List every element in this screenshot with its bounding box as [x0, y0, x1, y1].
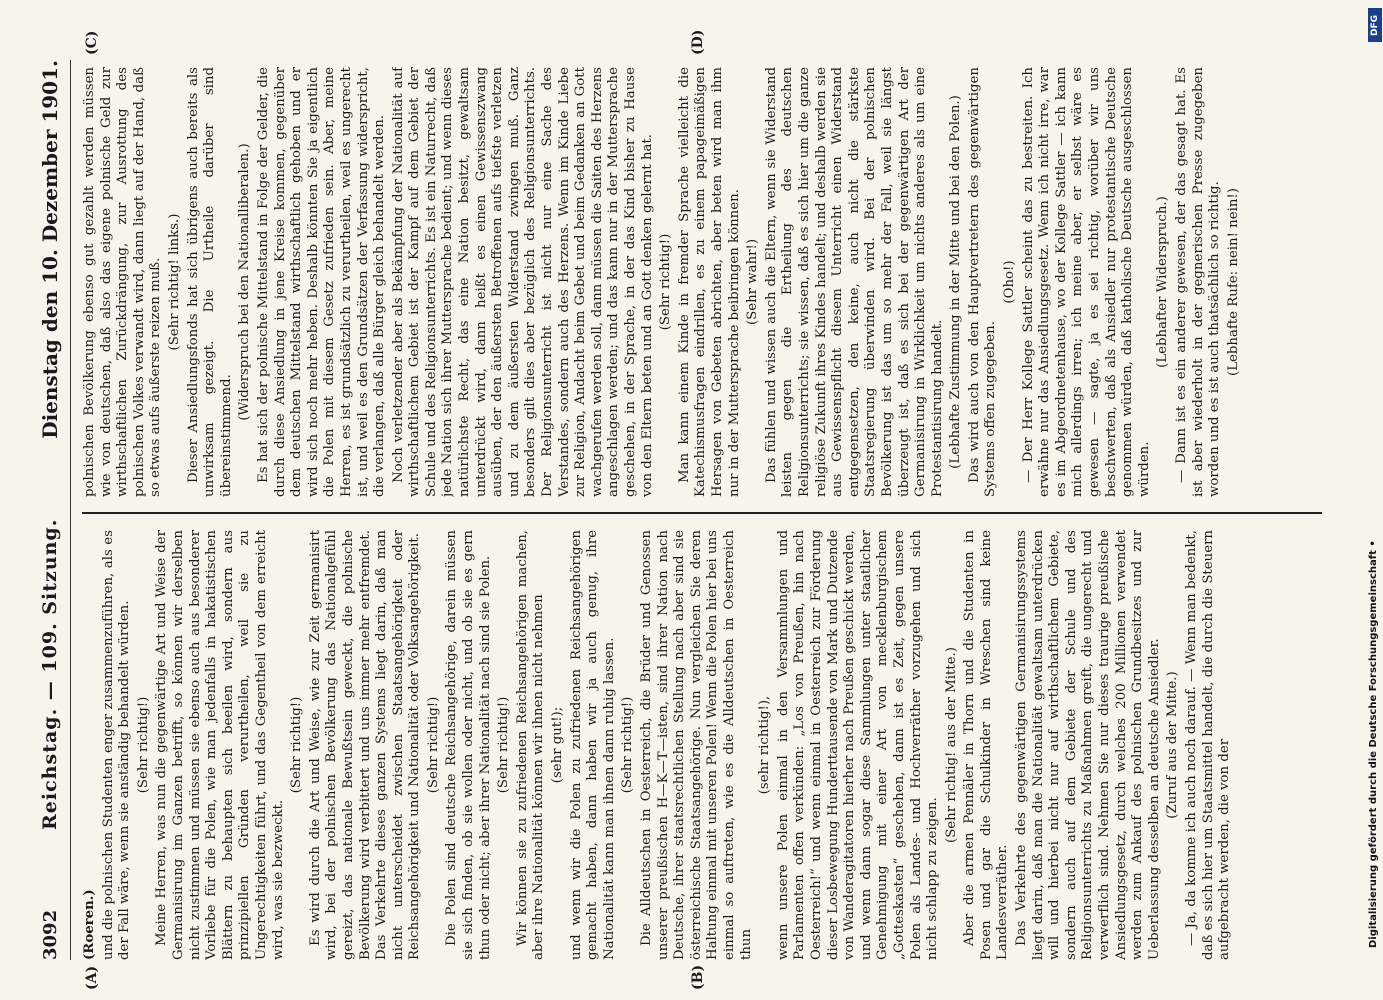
interjection: (Sehr richtig!) [425, 696, 441, 794]
paragraph: Das fühlen und wissen auch die Eltern, wenn sie Widerstand leisten gegen die Ertheilung des deutschen Religionsunterrichts; sie wissen, daß es sich hier um die ganze religiöse Zukunft ihres Kindes handelt; und deshalb werden sie aus Gewissenspflicht diesem Unterricht einen Widerstand entgegensetzen, den keine, auch nicht die stärkste Staatsregierung überwinden wird. Bei der polnischen Bevölkerung ist das um so mehr der Fall, weil sie längst überzeugt ist, daß es sich bei der gegenwärtigen Art der Germanisirung in Wirklichkeit um nichts anderes als um eine Protestantisirung handelt. [763, 67, 945, 497]
paragraph: Es wird durch die Art und Weise, wie zur Zeit germanisirt wird, bei der polnischen Bevölkerung das Nationalgefühl gereizt, das nationale Bewußtsein geweckt, die polnische Bevölkerung wird verbittert und uns immer mehr entfremdet. Das Verkehrte dieses ganzen Systems liegt darin, daß man nicht unterscheidet zwischen Staatsangehörigkeit oder Reichsangehörigkeit und Nationalität oder Volksangehörigkeit. [307, 530, 423, 960]
paragraph: Aber die armen Pennäler in Thorn und die Studenten in Posen und gar die Schulkinder in Wreschen sind keine Landesverräther. [962, 530, 1011, 960]
paragraph: wenn unsere Polen einmal in den Versammlungen und Parlamenten offen verkünden: „Los von Preußen, hin nach Oesterreich!“ und wenn einmal in Oesterreich zur Förderung dieser Losbewegung Hunderttausende von Mark und Dutzende von Wanderagitatoren hierher nach Preußen geschickt werden, und wenn dann sogar diese Sammlungen unter staatlicher Genehmigung mit einer Art von mecklenburgischem „Gotteskasten“ geschehen, dann ist es Zeit, gegen unsere Polen als Landes- und Hochverräther vorzugehen und sich nicht schlapp zu zeigen. [775, 530, 941, 960]
interjection: (Lebhafte Zustimmung in der Mitte und bei den Polen.) [948, 95, 964, 469]
paragraph: Meine Herren, was nun die gegenwärtige Art und Weise der Germanisirung im Ganzen betrifft, so können wir derselben nicht zustimmen und müssen sie ebenso auch aus besonderer Vorliebe für die Polen, wie man jedenfalls in hakatistischen Blättern zu behaupten sich beeilen wird, sondern aus prinzipiellen Gründen verurtheilen, weil sie zu Ungerechtigkeiten führt, und das Gegentheil von dem erreicht wird, was sie bezweckt. [154, 530, 286, 960]
interjection: (Sehr richtig!) [289, 696, 305, 794]
interjection: (sehr gut!); [550, 706, 566, 784]
interjection: (Lebhafte Rufe: nein! nein!) [1225, 188, 1241, 376]
interjection: (Sehr wahr!) [745, 238, 761, 326]
paragraph: — Ja, da komme ich auch noch darauf. — Wenn man bedenkt, daß es sich hier um Staatsmittel handelt, die durch die Steuern aufgebracht werden, die von der [1184, 530, 1233, 960]
margin-marker-d: (D) [690, 29, 706, 55]
paragraph: Die Alldeutschen in Oesterreich, die Brüder und Genossen unserer preußischen H—K—T—isten, sind ihrer Nation nach Deutsche, ihrer staatsrechtlichen Stellung nach aber sind sie österreichische Staatsangehörige. Nun vergleichen Sie deren Haltung einmal mit unseren Polen! Wenn die Polen hier bei uns einmal so auftreten, wie es die Alldeutschen in Oesterreich thun [639, 530, 754, 960]
paragraph: und wenn wir die Polen zu zufriedenen Reichsangehörigen gemacht haben, dann haben wir ja auch genug, ihre Nationalität kann man ihnen dann ruhig lassen. [568, 530, 617, 960]
paragraph: und die polnischen Studenten enger zusammenzuführen, als es der Fall wäre, wenn sie anständig behandelt würden. [100, 530, 133, 960]
interjection: (sehr richtig!), [757, 695, 773, 795]
interjection: (Sehr richtig!) [496, 696, 512, 794]
interjection: (Sehr richtig!) [620, 696, 636, 794]
paragraph: polnischen Bevölkerung ebenso gut gezahlt werden müssen wie von deutschen, daß also das eigene polnische Geld zur wirthschaftlichen Zurückdrängung, zur Ausrottung des polnischen Volkes verwandt wird, dann liegt auf der Hand, daß so etwas aufs äußerste reizen muß. [82, 67, 164, 497]
digitization-note: Digitalisierung gefördert durch die Deutsche Forschungsgemeinschaft • [1368, 540, 1379, 948]
speaker-name: (Roeren.) [82, 889, 97, 960]
column-divider [82, 512, 1322, 514]
paragraph: Man kann einem Kinde in fremder Sprache vielleicht die Katechismusfragen eindrillen, es zu einem papageimäßigen Hersagen von Gebeten abrichten, aber beten wird man ihm nur in der Muttersprache beibringen können. [676, 67, 742, 497]
paragraph: Das Verkehrte des gegenwärtigen Germanisirungssystems liegt darin, daß man die Nationalität gewaltsam unterdrücken will und hierbei nicht nur auf wirthschaftlichem Gebiete, sondern auch auf dem Gebiete der Schule und des Religionsunterrichts zu Maßnahmen greift, die ungerecht und verwerflich sind. Nehmen Sie nur dieses traurige preußische Ansiedlungsgesetz, durch welches 200 Millionen verwendet werden zum Ankauf des polnischen Grundbesitzes und zur Ueberlassung desselben an deutsche Ansiedler. [1014, 530, 1162, 960]
interjection: (Zuruf aus der Mitte.) [1165, 671, 1181, 819]
paragraph: Das wird auch von den Hauptvertretern des gegenwärtigen Systems offen zugegeben. [966, 67, 999, 497]
right-text-column [82, 67, 1322, 497]
page-number: 3092 [39, 909, 61, 960]
margin-marker-a: (A) [84, 965, 100, 990]
interjection: (Lebhafter Widerspruch.) [1155, 196, 1171, 368]
session-date: Dienstag den 10. Dezember 1901. [38, 60, 62, 439]
paragraph: Dieser Ansiedlungsfonds hat sich übrigens auch bereits als unwirksam gezeigt. Die Urtheile darüber sind übereinstimmend. [185, 67, 234, 497]
interjection: (Sehr richtig!) [135, 696, 151, 794]
session-title: Reichstag. — 109. Sitzung. [39, 518, 61, 830]
paragraph: Wir können sie zu zufriedenen Reichsangehörigen machen, aber ihre Nationalität können wir ihnen nicht nehmen [514, 530, 547, 960]
paragraph: Es hat sich der polnische Mittelstand in Folge der Gelder, die durch diese Ansiedlung in jene Kreise kommen, gegenüber dem deutschen Mittelstand wirthschaftlich gehoben und er wird sich noch mehr heben. Deshalb könnten Sie ja eigentlich die Polen mit diesem Gesetz zufrieden sein. Aber, meine Herren, es ist grundsätzlich zu verurtheilen, weil es ungerecht ist, und weil es den Grundsätzen der Verfassung widerspricht, die verlangen, daß alle Bürger gleich behandelt werden. [255, 67, 388, 497]
interjection: (Sehr richtig! aus der Mitte.) [943, 647, 959, 843]
interjection: (Sehr richtig!) [658, 233, 674, 331]
paragraph: Noch verletzender aber als Bekämpfung der Nationalität auf wirthschaftlichem Gebiet ist der Kampf auf dem Gebiet der Schule und des Religionsunterrichts. Es ist ein Naturrecht, daß jede Nation sich ihrer Muttersprache bedient; und wenn dieses natürlichste Recht, das eine Nation besitzt, gewaltsam unterdrückt wird, dann heißt es einen Gewissenszwang ausüben, der den äußersten Betroffenen aufs tiefste verletzen und zu dem äußersten Widerstand zwingen muß. Ganz besonders gilt dies aber bezüglich des Religionsunterrichts. Der Religionsunterricht ist nicht nur eine Sache des Verstandes, sondern auch des Herzens. Wenn im Kinde Liebe zur Religion, Andacht beim Gebet und beim Gedanken an Gott wachgerufen werden soll, dann müssen die Saiten des Herzens angeschlagen werden; und das kann nur in der Muttersprache geschehen, in der Sprache, in der das Kind bisher zu Hause von den Eltern beten und an Gott denken gelernt hat. [390, 67, 655, 497]
interjection: (Widerspruch bei den Nationalliberalen.) [237, 143, 253, 421]
dfg-logo: DFG [1368, 8, 1382, 42]
paragraph: — Der Herr Kollege Sattler scheint das zu bestreiten. Ich erwähne nur das Ansiedlungsgesetz. Wenn ich nicht irre, war es im Abgeordnetenhause, wo der Kollege Sattler — ich kann mich allerdings irren; ich meine aber, er selbst wäre es gewesen — sagte, ja es sei richtig, worüber wir uns beschwerten, daß als Ansiedler nur protestantische Deutsche genommen würden, daß katholische Deutsche ausgeschlossen würden. [1020, 67, 1152, 497]
interjection: (Oho!) [1002, 260, 1018, 304]
left-text-column [82, 530, 1322, 960]
margin-marker-c: (C) [84, 30, 100, 55]
paragraph: — Dann ist es ein anderer gewesen, der das gesagt hat. Es ist aber wiederholt in der gegnerischen Presse zugegeben worden und es ist auch thatsächlich so richtig. [1174, 67, 1223, 497]
margin-marker-b: (B) [690, 964, 706, 990]
interjection: (Sehr richtig! links.) [166, 213, 182, 351]
page-header [30, 60, 71, 960]
paragraph: Die Polen sind deutsche Reichsangehörige, darein müssen sie sich finden, ob sie wollen oder nicht, und ob sie es gern thun oder nicht; aber ihrer Nationalität nach sind sie Polen. [444, 530, 493, 960]
